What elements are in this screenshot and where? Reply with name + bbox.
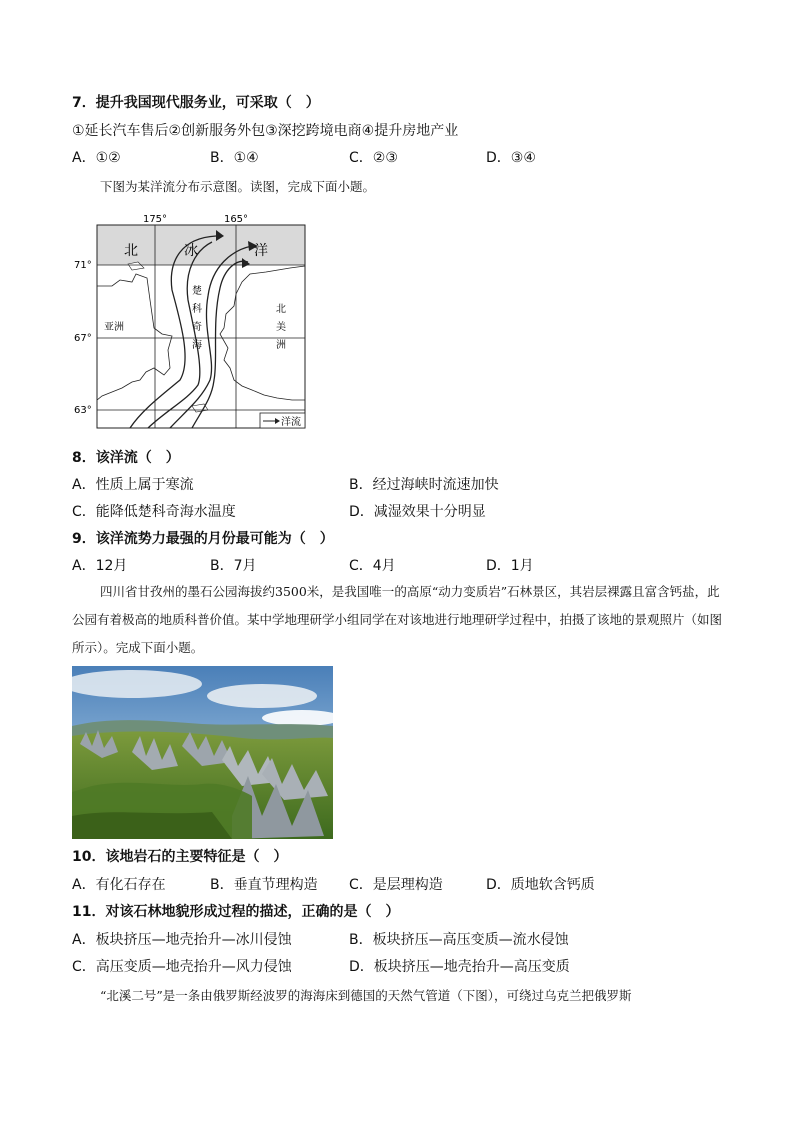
label-chukchi-3: 奇 [192, 322, 202, 333]
q9-option-c[interactable]: C．4月 [349, 558, 396, 574]
q9-option-d[interactable]: D．1月 [486, 558, 534, 574]
q10-option-d[interactable]: D．质地软含钙质 [486, 877, 595, 893]
label-na-2: 美 [276, 322, 286, 333]
q11-option-c[interactable]: C．高压变质—地壳抬升—风力侵蚀 [72, 959, 292, 975]
label-asia: 亚洲 [104, 322, 124, 333]
label-yang: 洋 [254, 243, 268, 259]
label-bei: 北 [124, 243, 138, 259]
q7-option-c[interactable]: C．②③ [349, 150, 398, 166]
label-na-1: 北 [276, 304, 286, 315]
q7-option-a[interactable]: A．①② [72, 150, 121, 166]
q11-option-b[interactable]: B．板块挤压—高压变质—流水侵蚀 [349, 932, 569, 948]
q7-option-d[interactable]: D．③④ [486, 150, 536, 166]
q10-option-b[interactable]: B．垂直节理构造 [210, 877, 318, 893]
map-intro: 下图为某洋流分布示意图。读图，完成下面小题。 [100, 179, 376, 194]
ocean-current-map [72, 210, 312, 432]
q8-option-b[interactable]: B．经过海峡时流速加快 [349, 477, 499, 493]
q9-stem: 9．该洋流势力最强的月份最可能为（ ） [72, 531, 334, 547]
lat-label-67: 67° [74, 333, 92, 344]
lat-label-63: 63° [74, 405, 92, 416]
q10-stem: 10．该地岩石的主要特征是（ ） [72, 849, 288, 865]
lon-label-165: 165° [223, 214, 249, 225]
q11-stem: 11．对该石林地貌形成过程的描述，正确的是（ ） [72, 904, 400, 920]
q10-option-c[interactable]: C．是层理构造 [349, 877, 443, 893]
asia-land [97, 274, 172, 400]
q9-option-a[interactable]: A．12月 [72, 558, 128, 574]
q8-option-d[interactable]: D．减湿效果十分明显 [349, 504, 486, 520]
q7-stem: 7．提升我国现代服务业，可采取（ ） [72, 95, 320, 111]
q8-option-a[interactable]: A．性质上属于寒流 [72, 477, 194, 493]
label-bing: 冰 [184, 243, 198, 259]
photo-intro: 四川省甘孜州的墨石公园海拔约3500米，是我国唯一的高原“动力变质岩”石林景区，其岩层裸露且富含钙盐，此公园有着极高的地质科普价值。某中学地理研学小组同学在对该地进行地理研学过程中，拍摄了该地的景观照片（如图所示）。完成下面小题。 [72, 584, 723, 655]
next-intro: “北溪二号”是一条由俄罗斯经波罗的海海床到德国的天然气管道（下图），可绕过乌克兰把俄罗斯 [100, 988, 632, 1003]
stone-forest-photo [72, 666, 333, 839]
q10-option-a[interactable]: A．有化石存在 [72, 877, 166, 893]
q8-option-c[interactable]: C．能降低楚科奇海水温度 [72, 504, 236, 520]
lon-label-175: 175° [142, 214, 168, 225]
q9-option-b[interactable]: B．7月 [210, 558, 257, 574]
legend-label: 洋流 [281, 417, 301, 428]
lat-label-71: 71° [74, 260, 92, 271]
q8-stem: 8．该洋流（ ） [72, 450, 180, 466]
q7-option-b[interactable]: B．①④ [210, 150, 259, 166]
north-america-land [220, 266, 305, 400]
label-na-3: 洲 [276, 340, 286, 351]
q7-choices: ①延长汽车售后②创新服务外包③深挖跨境电商④提升房地产业 [72, 123, 459, 139]
label-chukchi-4: 海 [192, 340, 202, 351]
q11-option-a[interactable]: A．板块挤压—地壳抬升—冰川侵蚀 [72, 932, 292, 948]
q11-option-d[interactable]: D．板块挤压—地壳抬升—高压变质 [349, 959, 570, 975]
label-chukchi-2: 科 [192, 304, 202, 315]
label-chukchi-1: 楚 [192, 286, 202, 297]
